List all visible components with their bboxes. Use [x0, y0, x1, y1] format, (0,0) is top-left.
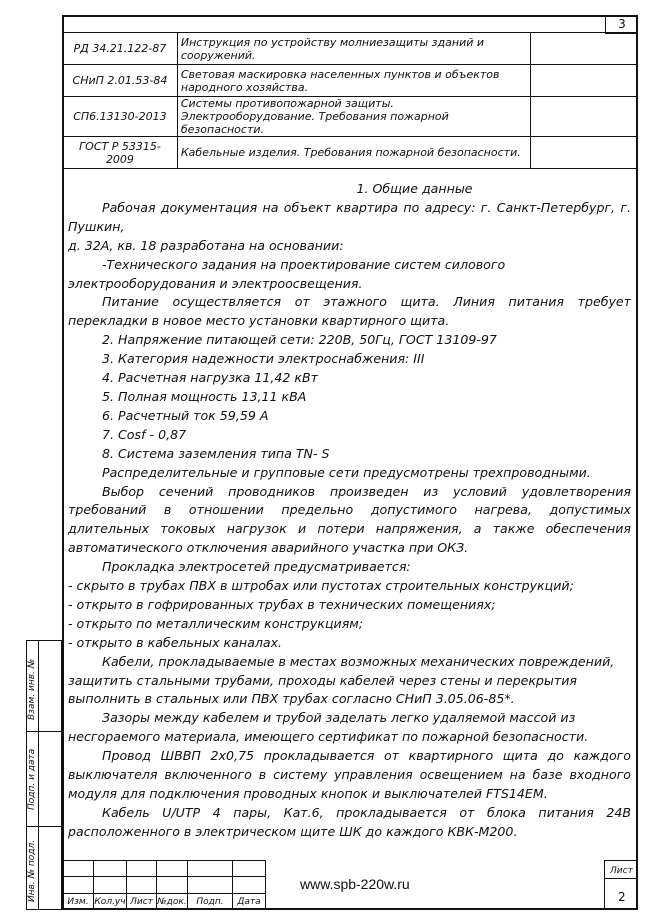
side-value-column [38, 640, 62, 910]
paragraph: Распределительные и групповые сети предусмотрены трехпроводными. [102, 464, 591, 480]
col-data: Дата [237, 897, 261, 907]
section-heading: 1. Общие данные [356, 181, 473, 196]
col-izm: Изм. [67, 897, 89, 907]
ref-code: ГОСТ Р 53315-2009 [63, 137, 178, 169]
site-url: www.spb-220w.ru [300, 876, 410, 892]
list-item: 7. Cosf - 0,87 [102, 426, 187, 442]
ref-note [531, 137, 638, 169]
vzam-inv-label: Взам. инв. № [27, 658, 37, 720]
col-ndok: №док. [157, 897, 187, 907]
list-item: 5. Полная мощность 13,11 кВА [102, 388, 307, 404]
table-row [63, 33, 638, 65]
references-table [62, 32, 638, 169]
col-kolutch: Кол.уч [94, 897, 126, 907]
paragraph: Кабели, прокладываемые в местах возможных механических повреждений, защитить стальными трубами, проходы кабелей через стены и перекрытия выполнить в стальных или ПВХ трубах согласно СНиП 3.05.06-85*. [68, 653, 615, 707]
table-row [63, 65, 638, 97]
col-list: Лист [130, 897, 153, 907]
paragraph: Кабель U/UTP 4 пары, Кат.6, прокладывается от блока питания 24В расположенного в электрическом щите ШК до каждого КВК-М200. [68, 804, 631, 839]
list-item: 4. Расчетная нагрузка 11,42 кВт [102, 370, 318, 386]
list-item: 6. Расчетный ток 59,59 А [102, 407, 269, 423]
ref-name: Световая маскировка населенных пунктов и объектов народного хозяйства. [177, 65, 530, 97]
ref-code: СП6.13130-2013 [63, 97, 178, 137]
bullet-item: - открыто в кабельных каналах. [68, 634, 283, 650]
paragraph: Провод ШВВП 2х0,75 прокладывается от квартирного щита до каждого выключателя включенного в систему управления освещением на базе входного модуля для подключения проводных кнопок и выключателей FTS14EM. [68, 748, 631, 801]
ref-code: РД 34.21.122-87 [63, 33, 178, 65]
paragraph: Рабочая документация на объект квартира по адресу: г. Санкт-Петербург, г. Пушкин, [68, 199, 631, 234]
sheet-number: 2 [618, 890, 626, 904]
col-podp: Подп. [196, 897, 224, 907]
list-item: 8. Система заземления типа TN- S [102, 445, 330, 461]
paragraph: Зазоры между кабелем и трубой заделать легко удаляемой массой из несгораемого материала, имеющего сертификат по пожарной безопасности. [68, 710, 589, 745]
inv-podl-label: Инв. № подл. [27, 839, 37, 902]
ref-note [531, 65, 638, 97]
paragraph: -Технического задания на проектирование систем силового электрооборудования и электроосвещения. [68, 256, 506, 291]
paragraph: д. 32А, кв. 18 разработана на основании: [68, 237, 344, 253]
podp-date-label: Подп. и дата [27, 748, 37, 810]
ref-name: Системы противопожарной защиты. Электрооборудование. Требования пожарной безопасности. [177, 97, 530, 137]
bullet-item: - открыто по металлическим конструкциям; [68, 615, 364, 631]
bullet-item: - открыто в гофрированных трубах в технических помещениях; [68, 596, 496, 612]
ref-name: Инструкция по устройству молниезащиты зданий и сооружений. [177, 33, 530, 65]
ref-note [531, 97, 638, 137]
table-row [63, 137, 638, 169]
ref-code: СНиП 2.01.53-84 [63, 65, 178, 97]
paragraph: Выбор сечений проводников произведен из условий удовлетворения требований в отношении предельно допустимого нагрева, допустимых длительных токовых нагрузок и потери напряжения, а также обеспечения автоматического отключения аварийного участка при ОКЗ. [68, 483, 631, 556]
list-item: 2. Напряжение питающей сети: 220В, 50Гц, ГОСТ 13109-97 [102, 332, 497, 348]
general-data-section [68, 180, 631, 842]
ref-note [531, 33, 638, 65]
paragraph: Питание осуществляется от этажного щита. Линия питания требует перекладки в новое место установки квартирного щита. [68, 294, 631, 329]
side-stamp [26, 640, 62, 910]
sheet-label: Лист [610, 866, 633, 876]
sheet-number-top: 3 [605, 15, 638, 34]
ref-name: Кабельные изделия. Требования пожарной безопасности. [177, 137, 530, 169]
table-row [63, 97, 638, 137]
paragraph: Прокладка электросетей предусматривается: [102, 559, 411, 575]
bullet-item: - скрыто в трубах ПВХ в штробах или пустотах строительных конструкций; [68, 578, 574, 594]
list-item: 3. Категория надежности электроснабжения: III [102, 351, 425, 367]
